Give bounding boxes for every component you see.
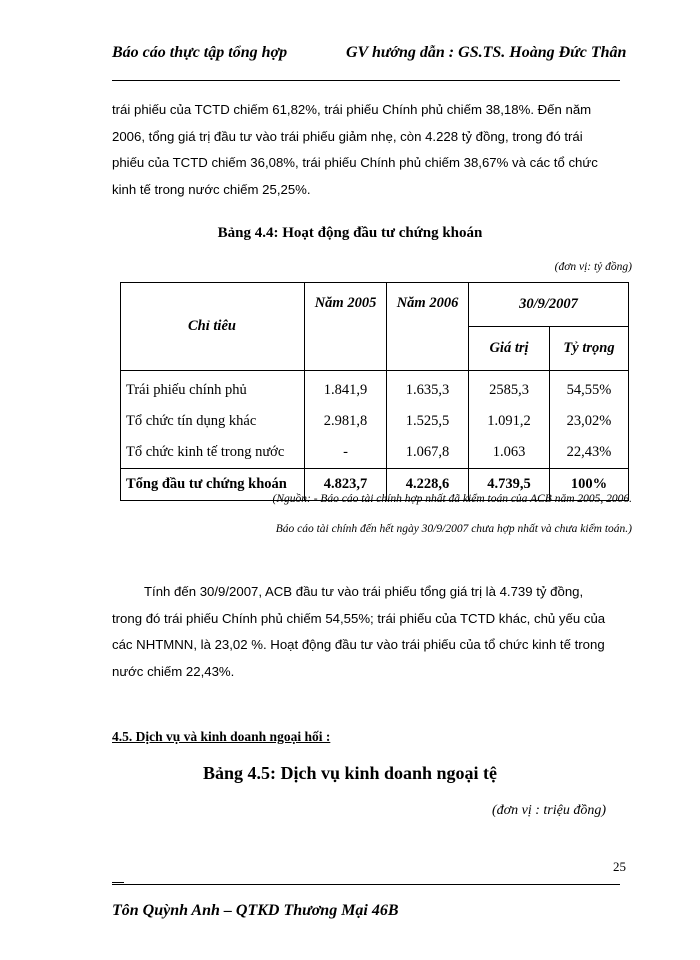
cell-share: 23,02% (550, 406, 629, 437)
cell-name: Trái phiếu chính phủ (121, 371, 305, 407)
cell-2005: 2.981,8 (305, 406, 387, 437)
cell-2006: 1.067,8 (387, 437, 469, 469)
header-date-2007: 30/9/2007 (469, 283, 629, 327)
table-source-line-2: Báo cáo tài chính đến hết ngày 30/9/2007 chưa hợp nhất và chưa kiểm toán.) (275, 523, 632, 535)
cell-2006: 1.525,5 (387, 406, 469, 437)
cell-total-2006: 4.228,6 (387, 469, 469, 501)
header-indicator: Chỉ tiêu (121, 283, 305, 371)
header-report-title: Báo cáo thực tập tổng hợp (112, 44, 288, 61)
footer-divider (112, 884, 620, 885)
cell-total-share: 100% (550, 469, 629, 501)
text-line: các NHTMNN, là 23,02 %. Hoạt động đầu tư vào trái phiếu của tổ chức kinh tế trong (112, 637, 605, 652)
cell-share: 54,55% (550, 371, 629, 407)
cell-2005: 1.841,9 (305, 371, 387, 407)
text-line: kinh tế trong nước chiếm 25,25%. (112, 181, 311, 197)
investment-table (120, 282, 629, 501)
cell-value: 1.063 (469, 437, 550, 469)
cell-value: 1.091,2 (469, 406, 550, 437)
table-row (121, 437, 629, 469)
header-year-2005: Năm 2005 (305, 283, 387, 371)
section-heading-4-5: 4.5. Dịch vụ và kinh doanh ngoại hối : (112, 729, 331, 744)
page-number: 25 (613, 859, 626, 874)
text-line: trái phiếu của TCTD chiếm 61,82%, trái phiếu Chính phủ chiếm 38,18%. Đến năm (112, 102, 592, 117)
header-share: Tỷ trọng (550, 327, 629, 371)
cell-value: 2585,3 (469, 371, 550, 407)
text-line: 2006, tổng giá trị đầu tư vào trái phiếu giảm nhẹ, còn 4.228 tỷ đồng, trong đó trái (112, 128, 583, 144)
table-header-row (121, 283, 629, 327)
header-value: Giá trị (469, 327, 550, 371)
table-source-line-1: (Nguồn: - Báo cáo tài chính hợp nhất đã kiểm toán của ACB năm 2005, 2006. (272, 493, 632, 505)
cell-name: Tổ chức tín dụng khác (121, 406, 305, 437)
cell-total-value: 4.739,5 (469, 469, 550, 501)
footer-mark (112, 882, 124, 883)
text-line: phiếu của TCTD chiếm 36,08%, trái phiếu Chính phủ chiếm 38,67% và các tổ chức (112, 155, 598, 170)
cell-name: Tổ chức kinh tế trong nước (121, 437, 305, 469)
table-4-4-title: Bảng 4.4: Hoạt động đầu tư chứng khoán (217, 225, 483, 241)
header-divider (112, 80, 620, 81)
header-supervisor: GV hướng dẫn : GS.TS. Hoàng Đức Thân (346, 44, 627, 61)
cell-2006: 1.635,3 (387, 371, 469, 407)
paragraph-bond-investment-2006 (112, 97, 630, 203)
text-line: Tính đến 30/9/2007, ACB đầu tư vào trái phiếu tổng giá trị là 4.739 tỷ đồng, (144, 584, 584, 599)
cell-total-2005: 4.823,7 (305, 469, 387, 501)
cell-share: 22,43% (550, 437, 629, 469)
text-line: trong đó trái phiếu Chính phủ chiếm 54,55%; trái phiếu của TCTD khác, chủ yếu của (112, 610, 606, 626)
table-4-5-unit: (đơn vị : triệu đồng) (491, 803, 606, 818)
table-row (121, 371, 629, 407)
table-4-5-title: Bảng 4.5: Dịch vụ kinh doanh ngoại tệ (202, 763, 498, 783)
paragraph-bond-investment-2007 (112, 579, 630, 685)
footer-author: Tôn Quỳnh Anh – QTKD Thương Mại 46B (112, 902, 399, 919)
table-4-4-unit: (đơn vị: tỷ đồng) (554, 261, 632, 273)
cell-2005: - (305, 437, 387, 469)
table-row (121, 406, 629, 437)
text-line: nước chiếm 22,43%. (112, 663, 235, 679)
cell-total-name: Tổng đầu tư chứng khoán (121, 469, 305, 501)
header-year-2006: Năm 2006 (387, 283, 469, 371)
